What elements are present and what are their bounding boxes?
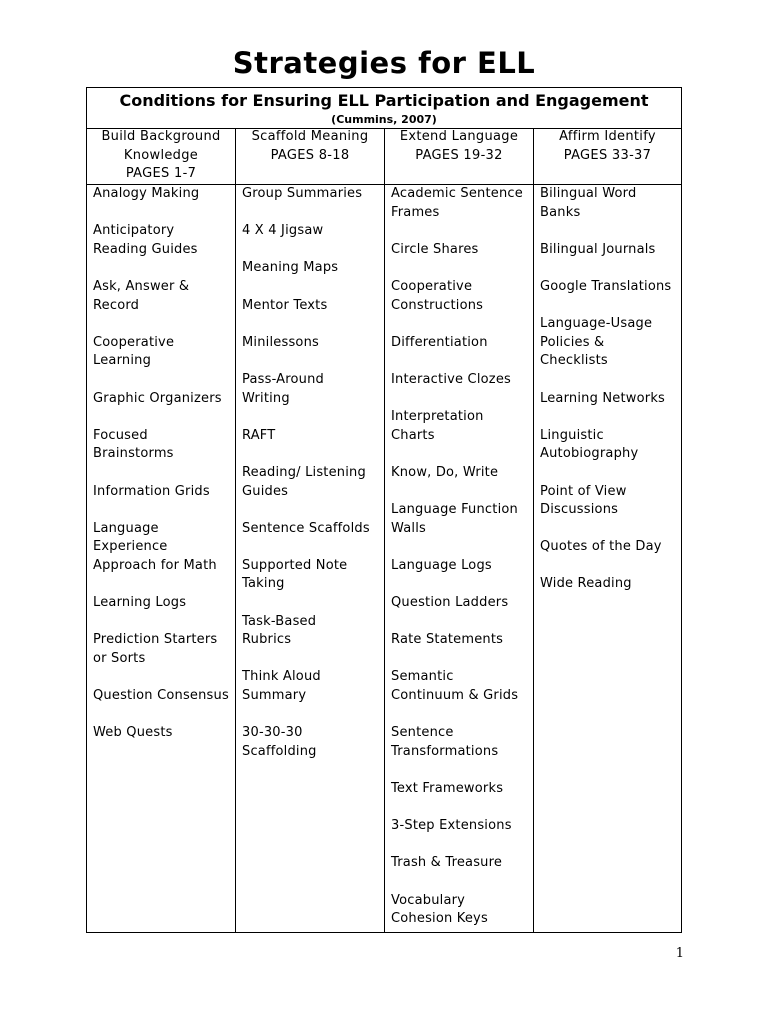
column-header-line: Extend Language [399,129,519,144]
column-body [385,185,533,929]
strategy-item-line: Continuum & Grids [391,688,519,704]
strategy-item [242,297,380,316]
strategy-item [93,390,231,409]
strategy-item-line: Cooperative [391,278,473,294]
column-header-line: Knowledge [123,147,199,163]
strategy-item [93,520,231,576]
strategy-item [93,483,231,502]
strategy-item-line: Learning Networks [540,390,666,406]
strategy-item-line: Sentence [391,725,454,741]
column-body [534,185,681,594]
strategy-item [391,557,529,576]
strategy-item [540,185,677,222]
strategy-item-line: Cooperative [93,334,175,350]
strategy-item [242,185,380,204]
strategy-item [242,371,380,408]
strategy-item-line: Learning [93,353,152,369]
strategy-item [391,185,529,222]
page-title: Strategies for ELL [232,46,536,80]
strategy-item-line: Semantic [391,669,454,685]
strategy-item-line: Web Quests [93,725,173,741]
strategy-item-line: Prediction Starters [93,632,218,648]
strategy-item-line: Minilessons [242,334,320,350]
strategy-item [93,631,231,668]
strategy-item-line: Circle Shares [391,241,479,257]
strategy-item-line: Question Consensus [93,688,229,704]
strategy-item-line: Scaffolding [242,743,317,759]
strategy-item [540,315,677,371]
strategy-item [391,892,529,929]
strategy-item-line: Writing [242,390,290,406]
strategy-item-line: 3-Step Extensions [391,818,512,834]
strategy-item-line: Autobiography [540,446,639,462]
strategy-item-line: 30-30-30 [242,725,303,741]
strategy-item-line: Cohesion Keys [391,911,488,927]
strategy-item [242,464,380,501]
strategy-item-line: Focused [93,427,148,443]
strategy-item-line: RAFT [242,427,276,443]
strategy-item [242,520,380,539]
strategy-item [242,668,380,705]
strategy-item-line: Summary [242,688,307,704]
strategy-item-line: Approach for Math [93,557,217,573]
strategy-item-line: Language-Usage [540,316,653,332]
strategy-item-line: Banks [540,204,581,220]
strategy-item-line: or Sorts [93,650,146,666]
strategy-item [540,241,677,260]
strategy-item [93,278,231,315]
strategy-item-line: Supported Note [242,557,348,573]
strategy-item-line: Rubrics [242,632,292,648]
strategy-item-line: Sentence Scaffolds [242,520,370,536]
column-header-line: PAGES 1-7 [125,166,197,181]
strategy-item-line: Question Ladders [391,595,509,611]
strategy-item [93,427,231,464]
column-affirm-identity [534,128,681,932]
column-header-line: PAGES 19-32 [415,147,503,163]
strategy-item-line: Language Function [391,502,518,518]
column-header [385,128,533,185]
strategy-item-line: Discussions [540,502,619,518]
table-columns [87,128,681,932]
strategy-item-line: Task-Based [242,613,317,629]
strategy-item-line: Experience [93,539,168,555]
strategy-item-line: Taking [242,576,285,592]
strategy-item-line: Interpretation [391,409,484,425]
strategy-item [242,427,380,446]
strategy-item [391,724,529,761]
strategy-item-line: Reading Guides [93,241,198,257]
strategy-item [93,687,231,706]
strategy-item-line: Academic Sentence [391,186,523,201]
table-heading: Conditions for Ensuring ELL Participation and Engagement [119,91,649,110]
strategy-item-line: Analogy Making [93,186,200,201]
strategy-item-line: Brainstorms [93,446,174,462]
strategy-item [391,594,529,613]
table-header [87,88,681,129]
strategy-item [540,575,677,594]
strategy-item [540,483,677,520]
strategy-item-line: Information Grids [93,483,210,499]
column-body [236,185,384,761]
strategy-item-line: Pass-Around [242,371,325,387]
strategy-item-line: Mentor Texts [242,297,328,313]
strategy-item [391,408,529,445]
strategy-item-line: Wide Reading [540,576,632,592]
column-header-line: PAGES 33-37 [563,147,652,163]
strategy-item [391,668,529,705]
strategy-item-line: Charts [391,427,435,443]
strategy-item [93,222,231,259]
strategy-item [242,222,380,241]
strategy-item-line: Differentiation [391,334,488,350]
strategy-item-line: Language [93,520,159,536]
strategy-item [540,390,677,409]
strategy-item-line: Policies & [540,334,605,350]
strategy-item-line: Frames [391,204,440,220]
strategy-item [242,613,380,650]
strategy-item-line: Think Aloud [242,669,321,685]
strategy-item-line: Quotes of the Day [540,539,662,555]
strategy-item [391,501,529,538]
strategy-item [93,724,231,743]
strategy-item [242,724,380,761]
column-build-background [87,128,236,932]
strategy-item-line: Checklists [540,353,608,369]
strategy-item [391,780,529,799]
column-scaffold-meaning [236,128,385,932]
strategy-item [391,371,529,390]
column-header-line: Build Background [101,129,221,144]
strategy-item-line: Guides [242,483,289,499]
column-header [87,128,235,185]
strategy-item-line: Constructions [391,297,484,313]
strategy-item [391,241,529,260]
strategy-item-line: Learning Logs [93,595,187,611]
strategies-table [86,87,682,933]
strategy-item [540,278,677,297]
column-header-line: PAGES 8-18 [270,147,350,163]
strategy-item-line: Bilingual Journals [540,241,656,257]
strategy-item [242,259,380,278]
strategy-item-line: Ask, Answer & [93,278,190,294]
strategy-item-line: Anticipatory [93,223,175,239]
strategy-item [391,334,529,353]
strategy-item-line: Google Translations [540,278,672,294]
strategy-item [242,334,380,353]
column-header [534,128,681,185]
strategy-item-line: Reading/ Listening [242,464,366,480]
strategy-item-line: 4 X 4 Jigsaw [242,223,324,239]
strategy-item [93,594,231,613]
strategy-item-line: Know, Do, Write [391,464,499,480]
strategy-item-line: Text Frameworks [391,781,504,796]
strategy-item-line: Rate Statements [391,632,504,648]
strategy-item-line: Bilingual Word [540,186,637,201]
strategy-item [93,334,231,371]
strategy-item-line: Transformations [391,743,499,759]
column-header-line: Affirm Identify [559,129,656,144]
column-extend-language [385,128,534,932]
strategy-item [391,278,529,315]
strategy-item [93,185,231,204]
strategy-item-line: Vocabulary [391,892,466,908]
strategy-item [391,464,529,483]
strategy-item [242,557,380,594]
strategy-item [391,854,529,873]
column-body [87,185,235,743]
strategy-item [391,631,529,650]
column-header [236,128,384,185]
strategy-item [540,538,677,557]
strategy-item [391,817,529,836]
strategy-item-line: Interactive Clozes [391,371,511,387]
table-citation: (Cummins, 2007) [331,113,437,126]
page-number: 1 [675,946,684,961]
strategy-item-line: Point of View [540,483,627,499]
strategy-item-line: Group Summaries [242,186,363,201]
strategy-item-line: Walls [391,520,426,536]
strategy-item-line: Graphic Organizers [93,390,222,406]
strategy-item-line: Meaning Maps [242,260,339,276]
strategy-item-line: Linguistic [540,427,604,443]
strategy-item-line: Trash & Treasure [391,855,503,871]
column-header-line: Scaffold Meaning [251,129,369,144]
strategy-item [540,427,677,464]
strategy-item-line: Language Logs [391,557,492,573]
strategy-item-line: Record [93,297,140,313]
